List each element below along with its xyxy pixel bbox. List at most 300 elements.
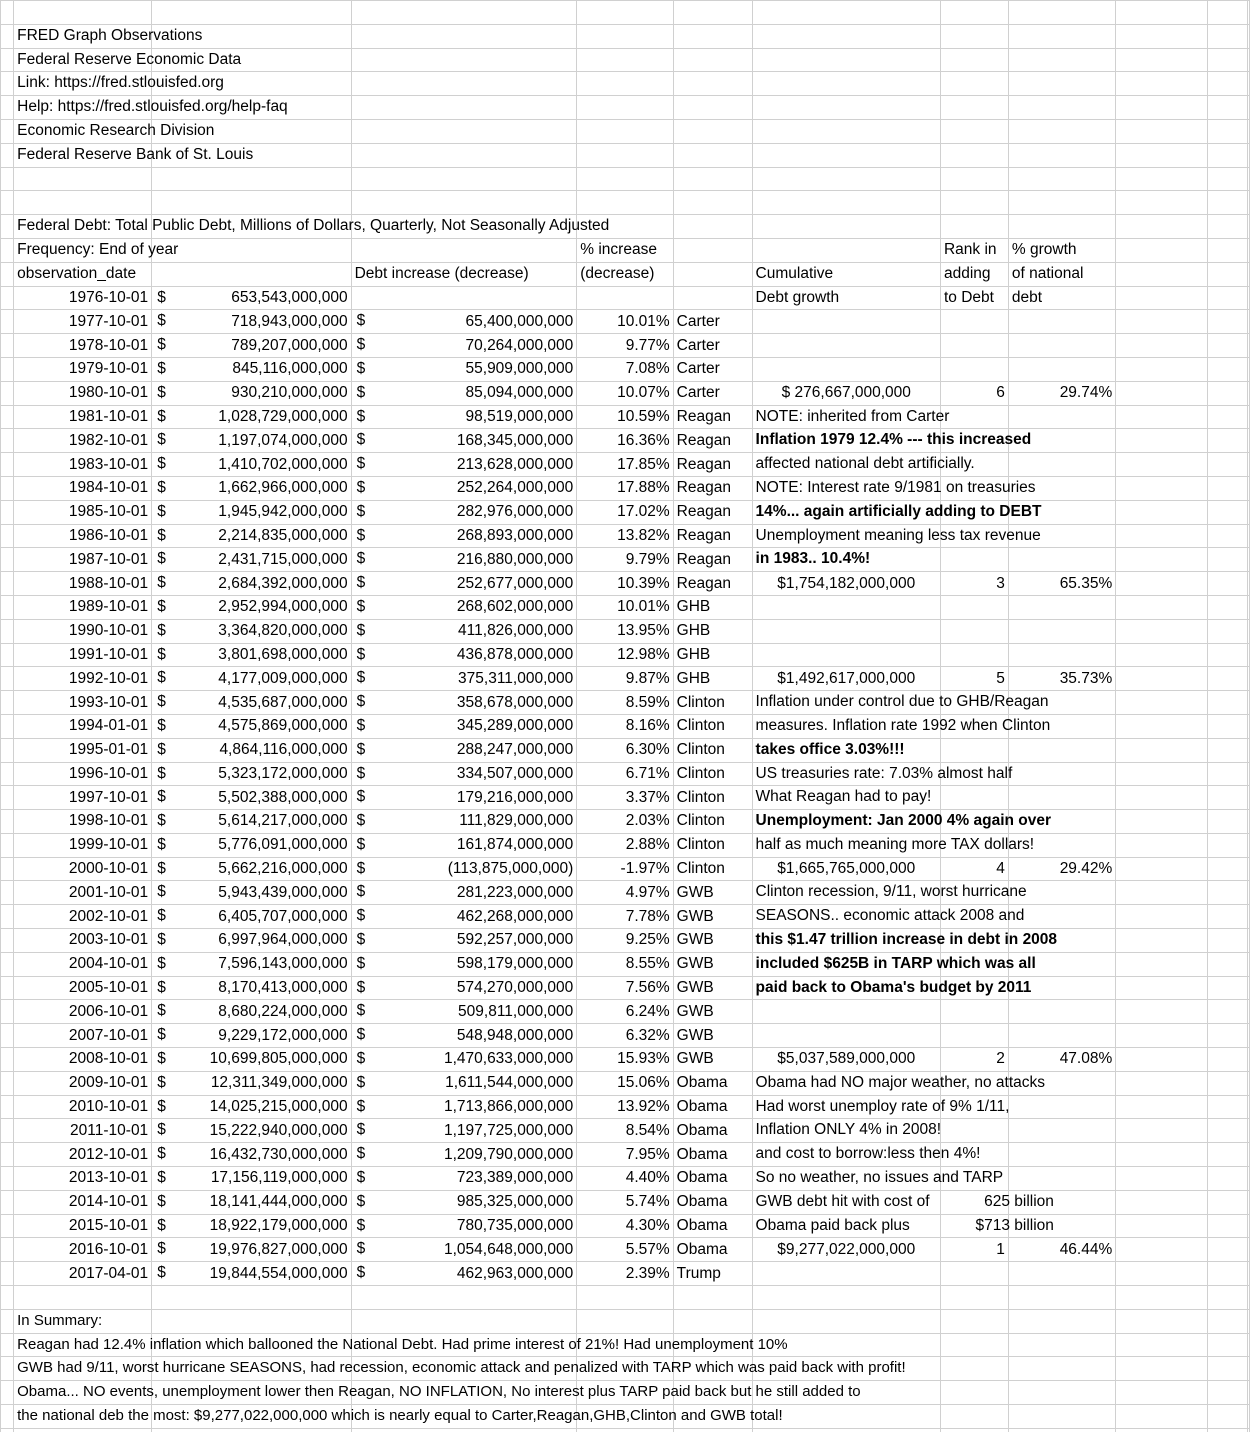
president-label[interactable]: Reagan [673,405,752,429]
pct-increase[interactable]: 13.92% [577,1095,673,1119]
cell[interactable] [1208,1048,1247,1072]
pct-increase[interactable]: 7.56% [577,976,673,1000]
president-label[interactable]: Trump [673,1262,752,1286]
cell[interactable] [152,238,351,262]
cell[interactable] [1208,929,1247,953]
cell[interactable] [14,215,610,239]
total-debt-cell[interactable] [152,572,351,596]
cell[interactable] [1008,96,1115,120]
pct-increase[interactable]: 10.39% [577,572,673,596]
cell[interactable] [14,1,152,25]
president-label[interactable]: Carter [673,357,752,381]
cell[interactable] [752,48,940,72]
debt-increase-cell[interactable] [351,929,577,953]
president-label[interactable]: GWB [673,929,752,953]
cell[interactable] [1247,738,1249,762]
cell[interactable] [1116,881,1208,905]
cell[interactable] [577,1428,673,1432]
cell[interactable] [1247,119,1249,143]
pct-increase[interactable]: 3.37% [577,786,673,810]
cell[interactable] [1247,143,1249,167]
cell[interactable] [940,143,1008,167]
cell[interactable] [1116,1143,1208,1167]
cell[interactable] [1208,667,1247,691]
pct-increase[interactable]: 8.16% [577,714,673,738]
cell[interactable] [1,667,14,691]
cell[interactable] [673,238,752,262]
cell[interactable] [752,500,1042,524]
president-label[interactable]: Obama [673,1095,752,1119]
president-label[interactable]: GHB [673,595,752,619]
cell[interactable] [752,810,1052,834]
cell[interactable] [1247,1309,1249,1333]
observation-date[interactable]: 1995-01-01 [14,738,152,762]
cell[interactable] [752,1309,940,1333]
cell[interactable] [1208,334,1247,358]
cell[interactable] [1208,643,1247,667]
cell[interactable] [1247,1000,1249,1024]
debt-increase-cell[interactable] [351,405,577,429]
cell[interactable] [673,262,752,286]
cell[interactable] [1116,691,1208,715]
cell[interactable] [940,1309,1008,1333]
col-header-pct-increase[interactable]: % increase [577,238,673,262]
rank-in-adding-to-debt[interactable]: 4 [940,857,1008,881]
cell[interactable] [351,286,577,310]
cell[interactable] [1208,1,1247,25]
total-debt-cell[interactable] [152,714,351,738]
cell[interactable] [1,500,14,524]
president-label[interactable]: Obama [673,1214,752,1238]
cell[interactable] [1116,1309,1208,1333]
cell[interactable] [1208,1071,1247,1095]
cell[interactable] [1208,1143,1247,1167]
debt-increase-cell[interactable] [351,786,577,810]
observation-date[interactable]: 2012-10-01 [14,1143,152,1167]
total-debt-cell[interactable] [152,1048,351,1072]
observation-date[interactable]: 2014-10-01 [14,1190,152,1214]
cell[interactable] [752,1262,940,1286]
cell[interactable] [1247,167,1249,191]
pct-increase[interactable]: 2.39% [577,1262,673,1286]
cell[interactable] [1008,143,1115,167]
total-debt-cell[interactable] [152,1071,351,1095]
observation-date[interactable]: 2010-10-01 [14,1095,152,1119]
total-debt-cell[interactable] [152,429,351,453]
cell[interactable] [752,905,1025,929]
cell[interactable] [351,167,577,191]
cell[interactable] [1247,429,1249,453]
rank-in-adding-to-debt[interactable]: 1 [940,1238,1008,1262]
debt-increase-cell[interactable] [351,881,577,905]
cell[interactable] [577,119,673,143]
pct-increase[interactable]: 13.95% [577,619,673,643]
cell[interactable] [1008,1167,1115,1191]
cell[interactable] [1116,72,1208,96]
total-debt-cell[interactable] [152,833,351,857]
rank-in-adding-to-debt[interactable] [940,405,1008,429]
cell[interactable] [1116,238,1208,262]
pct-increase[interactable]: 9.79% [577,548,673,572]
debt-increase-cell[interactable] [351,1048,577,1072]
cell[interactable] [1247,262,1249,286]
observation-date[interactable]: 1998-10-01 [14,810,152,834]
cell[interactable] [1247,1214,1249,1238]
cell[interactable] [14,1381,861,1405]
cell[interactable] [940,191,1008,215]
pct-growth-national-debt[interactable]: 65.35% [1008,572,1115,596]
cell[interactable] [752,929,1058,953]
cell[interactable] [351,1309,577,1333]
cell[interactable] [673,24,752,48]
observation-date[interactable]: 1978-10-01 [14,334,152,358]
cell[interactable] [940,1286,1008,1310]
rank-in-adding-to-debt[interactable] [940,738,1008,762]
cell[interactable] [1247,952,1249,976]
cell[interactable] [1116,167,1208,191]
cell[interactable] [1247,1095,1249,1119]
president-label[interactable]: Carter [673,310,752,334]
cell[interactable] [577,1286,673,1310]
total-debt-cell[interactable] [152,619,351,643]
total-debt-cell[interactable] [152,334,351,358]
cell[interactable] [1208,905,1247,929]
cell[interactable] [752,334,940,358]
cell[interactable] [1247,24,1249,48]
debt-increase-cell[interactable] [351,1143,577,1167]
cell[interactable] [152,1309,351,1333]
cell[interactable] [1247,905,1249,929]
cell[interactable] [1,1286,14,1310]
cell[interactable] [1,24,14,48]
pct-increase[interactable]: 8.59% [577,691,673,715]
president-label[interactable]: Reagan [673,500,752,524]
cell[interactable] [752,833,1035,857]
cell[interactable] [1116,1,1208,25]
cell[interactable] [752,96,940,120]
cell[interactable] [1208,405,1247,429]
rank-in-adding-to-debt[interactable]: 3 [940,572,1008,596]
cell[interactable] [1208,238,1247,262]
cell[interactable] [1,1000,14,1024]
cell[interactable] [351,1286,577,1310]
cell[interactable] [673,72,752,96]
cell[interactable] [1,691,14,715]
pct-increase[interactable]: 8.54% [577,1119,673,1143]
cell[interactable] [351,96,577,120]
debt-increase-cell[interactable] [351,1095,577,1119]
pct-growth-national-debt[interactable]: 29.42% [1008,857,1115,881]
debt-increase-cell[interactable] [351,691,577,715]
cell[interactable] [1247,48,1249,72]
pct-increase[interactable] [577,286,673,310]
total-debt-cell[interactable] [152,976,351,1000]
cell[interactable] [1247,1381,1249,1405]
cell[interactable] [752,524,1041,548]
cell[interactable] [1,286,14,310]
rank-in-adding-to-debt[interactable] [940,619,1008,643]
cell[interactable] [1,1333,14,1357]
pct-increase[interactable]: 7.78% [577,905,673,929]
cell[interactable] [1,548,14,572]
cell[interactable] [1247,1428,1249,1432]
cell[interactable] [1116,429,1208,453]
cell[interactable] [752,1095,1010,1119]
pct-increase[interactable]: 6.24% [577,1000,673,1024]
cell[interactable] [1208,810,1247,834]
cell[interactable] [1208,1095,1247,1119]
cell[interactable] [14,1286,152,1310]
cell[interactable] [1247,1048,1249,1072]
cell[interactable] [1116,1167,1208,1191]
col-header-rank-1[interactable]: Rank in [940,238,1008,262]
cell[interactable] [1247,500,1249,524]
cell[interactable] [1247,691,1249,715]
cell[interactable] [1008,1143,1115,1167]
cell[interactable] [1,1095,14,1119]
cell[interactable] [1,1262,14,1286]
cell[interactable] [1208,286,1247,310]
cell[interactable] [752,1190,940,1214]
total-debt-cell[interactable] [152,810,351,834]
cumulative-debt-growth[interactable]: $5,037,589,000,000 [752,1048,940,1072]
cell[interactable] [1008,405,1115,429]
cell[interactable] [351,262,577,286]
cell[interactable] [1,476,14,500]
cell[interactable] [1208,357,1247,381]
cell[interactable] [752,357,940,381]
cell[interactable] [1208,762,1247,786]
cell[interactable] [1208,24,1247,48]
cell[interactable] [1116,405,1208,429]
cell[interactable] [1208,1357,1247,1381]
cell[interactable] [1208,1214,1247,1238]
cell[interactable] [1008,1405,1115,1429]
observation-date[interactable]: 1996-10-01 [14,762,152,786]
cell[interactable] [752,1024,940,1048]
president-label[interactable]: GWB [673,905,752,929]
cell[interactable] [1247,976,1249,1000]
debt-increase-cell[interactable] [351,1119,577,1143]
cell[interactable] [1008,24,1115,48]
observation-date[interactable]: 1993-10-01 [14,691,152,715]
cell[interactable] [1008,548,1115,572]
cell[interactable] [1208,310,1247,334]
cell[interactable] [1247,72,1249,96]
debt-increase-cell[interactable] [351,810,577,834]
total-debt-cell[interactable] [152,1167,351,1191]
debt-increase-cell[interactable] [351,1024,577,1048]
cell[interactable] [1208,191,1247,215]
cell[interactable] [14,191,152,215]
cell[interactable] [673,96,752,120]
cell[interactable] [1008,1000,1115,1024]
cell[interactable] [673,48,752,72]
cell[interactable] [1247,286,1249,310]
cell[interactable] [940,1333,1008,1357]
cell[interactable] [1008,643,1115,667]
observation-date[interactable]: 2002-10-01 [14,905,152,929]
cell[interactable] [1,215,14,239]
cell[interactable] [1247,381,1249,405]
cell[interactable] [1247,453,1249,477]
cell[interactable] [1,643,14,667]
total-debt-cell[interactable] [152,667,351,691]
total-debt-cell[interactable] [152,857,351,881]
rank-in-adding-to-debt[interactable] [940,1262,1008,1286]
debt-increase-cell[interactable] [351,310,577,334]
president-label[interactable]: GWB [673,1024,752,1048]
cell[interactable] [1208,1262,1247,1286]
cell[interactable] [1247,310,1249,334]
cell[interactable] [14,1428,152,1432]
cell[interactable] [1208,1405,1247,1429]
pct-increase[interactable]: 12.98% [577,643,673,667]
cell[interactable] [1116,1071,1208,1095]
total-debt-cell[interactable] [152,738,351,762]
cell[interactable] [752,786,940,810]
total-debt-cell[interactable] [152,1143,351,1167]
cell[interactable] [1008,1095,1115,1119]
cell[interactable] [1008,215,1115,239]
col-header-rank-3[interactable]: to Debt [940,286,1008,310]
pct-increase[interactable]: 9.77% [577,334,673,358]
cell[interactable] [14,1405,783,1429]
total-debt-cell[interactable] [152,1024,351,1048]
cell[interactable] [1008,1119,1115,1143]
cell[interactable] [1208,691,1247,715]
cell[interactable] [752,167,940,191]
cell[interactable] [1247,357,1249,381]
cell[interactable] [1,619,14,643]
cell[interactable] [752,476,1036,500]
cell[interactable] [752,238,940,262]
total-debt-cell[interactable] [152,357,351,381]
president-label[interactable]: Clinton [673,786,752,810]
cell[interactable] [940,72,1008,96]
pct-increase[interactable]: 6.71% [577,762,673,786]
cell[interactable] [1,381,14,405]
cell[interactable] [14,1309,152,1333]
cell[interactable] [1,238,14,262]
total-debt-cell[interactable] [152,524,351,548]
cell[interactable] [1116,1048,1208,1072]
cell[interactable] [1208,143,1247,167]
total-debt-cell[interactable] [152,476,351,500]
col-header-pct-decrease[interactable]: (decrease) [577,262,673,286]
observation-date[interactable]: 1990-10-01 [14,619,152,643]
rank-in-adding-to-debt[interactable] [940,1000,1008,1024]
cell[interactable] [752,119,940,143]
cell[interactable] [1008,1024,1115,1048]
cell[interactable] [14,167,152,191]
cell[interactable] [1116,143,1208,167]
cell[interactable] [1,143,14,167]
debt-increase-cell[interactable] [351,714,577,738]
pct-increase[interactable]: 4.97% [577,881,673,905]
cell[interactable] [1,762,14,786]
total-debt-cell[interactable] [152,929,351,953]
total-debt-cell[interactable] [152,1214,351,1238]
president-label[interactable]: GWB [673,1048,752,1072]
rank-in-adding-to-debt[interactable] [940,334,1008,358]
cell[interactable] [1208,500,1247,524]
observation-date[interactable]: 1989-10-01 [14,595,152,619]
cell[interactable] [1247,191,1249,215]
observation-date[interactable]: 2005-10-01 [14,976,152,1000]
observation-date[interactable]: 1997-10-01 [14,786,152,810]
president-label[interactable]: Obama [673,1238,752,1262]
observation-date[interactable]: 1985-10-01 [14,500,152,524]
debt-increase-cell[interactable] [351,500,577,524]
rank-in-adding-to-debt[interactable] [940,357,1008,381]
cell[interactable] [1247,786,1249,810]
cell[interactable] [1116,810,1208,834]
col-header-cumulative-1[interactable]: Cumulative [752,262,940,286]
president-label[interactable]: Obama [673,1190,752,1214]
cell[interactable] [673,1428,752,1432]
cell[interactable] [1247,476,1249,500]
observation-date[interactable]: 1979-10-01 [14,357,152,381]
cell[interactable] [1208,976,1247,1000]
cell[interactable] [152,167,351,191]
observation-date[interactable]: 2003-10-01 [14,929,152,953]
cell[interactable] [1116,857,1208,881]
cell[interactable] [1208,1381,1247,1405]
total-debt-cell[interactable] [152,1262,351,1286]
president-label[interactable]: GHB [673,643,752,667]
cell[interactable] [1008,1,1115,25]
pct-increase[interactable]: 2.88% [577,833,673,857]
cell[interactable] [1116,714,1208,738]
cumulative-debt-growth[interactable]: $1,665,765,000,000 [752,857,940,881]
president-label[interactable]: GWB [673,952,752,976]
debt-increase-cell[interactable] [351,572,577,596]
cell[interactable] [752,191,940,215]
cell[interactable] [1,572,14,596]
debt-increase-cell[interactable] [351,833,577,857]
rank-in-adding-to-debt[interactable] [940,595,1008,619]
cell[interactable] [752,1000,940,1024]
cell[interactable] [752,24,940,48]
cell[interactable] [1208,881,1247,905]
cell[interactable] [1116,1214,1208,1238]
debt-increase-cell[interactable] [351,857,577,881]
cell[interactable] [1008,1262,1115,1286]
cell[interactable] [752,1167,1004,1191]
cell[interactable] [1116,1405,1208,1429]
president-label[interactable]: Clinton [673,833,752,857]
cell[interactable] [1116,500,1208,524]
cell[interactable] [1247,1333,1249,1357]
total-debt-cell[interactable] [152,881,351,905]
cell[interactable] [1116,357,1208,381]
cell[interactable] [1208,833,1247,857]
cell[interactable] [1008,619,1115,643]
cell[interactable] [940,1,1008,25]
cell[interactable] [1247,1238,1249,1262]
cell[interactable] [1116,1428,1208,1432]
cell[interactable] [152,262,351,286]
debt-increase-cell[interactable] [351,429,577,453]
cell[interactable] [1008,1286,1115,1310]
president-label[interactable]: Reagan [673,476,752,500]
cell[interactable] [14,96,288,120]
cell[interactable] [1208,72,1247,96]
cell[interactable] [1,334,14,358]
observation-date[interactable]: 2000-10-01 [14,857,152,881]
cell[interactable] [1008,334,1115,358]
